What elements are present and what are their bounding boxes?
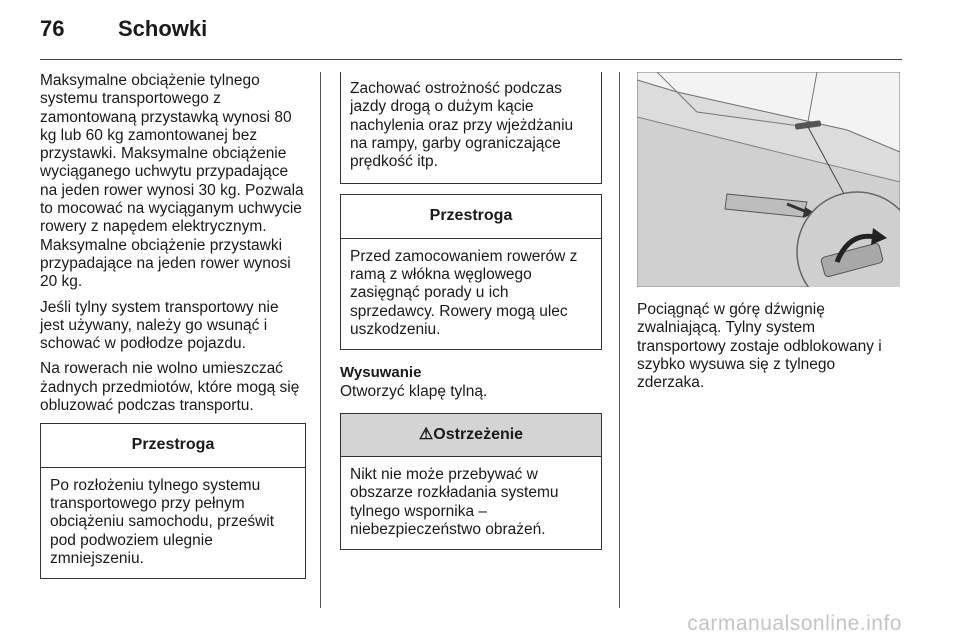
warning-text: Nikt nie może przebywać w obszarze rozkładania systemu tylnego wspornika – niebezpieczeństwo obrażeń.: [350, 466, 559, 539]
caution-title: Przestroga: [41, 424, 305, 467]
caution-box-ground-clearance: [40, 423, 306, 579]
caution-box-continued: [340, 72, 602, 184]
warning-box: [340, 413, 602, 550]
column-left: [40, 72, 306, 593]
caution-title: Przestroga: [341, 195, 601, 238]
section-heading: Wysuwanie: [340, 364, 422, 382]
caution-text: Przed zamocowaniem rowerów z ramą z włókna węglowego zasięgnąć porady u ich sprzedawcy. Rowery mogą ulec uszkodzeniu.: [350, 247, 578, 338]
warning-header: [341, 414, 601, 457]
page-number: 76: [40, 16, 65, 41]
column-right: [637, 72, 903, 399]
figure-caption: Pociągnąć w górę dźwignię zwalniającą. Tylny system transportowy zostaje odblokowany i szybko wysuwa się z tylnego zderzaka.: [637, 301, 882, 392]
paragraph-loose-items: Na rowerach nie wolno umieszczać żadnych przedmiotów, które mogą się obluzować podczas transportu.: [40, 360, 300, 415]
page-title: Schowki: [118, 16, 208, 41]
car-rear-bumper-lever-illustration-icon: [637, 72, 900, 287]
warning-title: Ostrzeżenie: [433, 425, 524, 443]
caution-text: Po rozłożeniu tylnego systemu transportowego przy pełnym obciążeniu samochodu, prześwit pod podwoziem ulegnie zmniejszeniu.: [50, 476, 275, 567]
paragraph-stow: Jeśli tylny system transportowy nie jest używany, należy go wsunąć i schować w podłodze pojazdu.: [40, 298, 279, 353]
header-divider: [40, 59, 902, 60]
column-divider: [619, 72, 620, 608]
paragraph-max-load: Maksymalne obciążenie tylnego systemu transportowego z zamontowaną przystawką wynosi 80 kg lub 60 kg zamontowanej bez przystawki. Maksymalne obciążenie wyciąganego uchwytu przypadające na jeden rower wynosi 30 kg. Pozwala to mocować na wyciąganym uchwycie rowery z napędem elektrycznym. Maksymalne obciążenie przystawki przypadające na jeden rower wynosi 20 kg.: [40, 72, 304, 291]
column-divider: [320, 72, 321, 608]
caution-continued-text: Zachować ostrożność podczas jazdy drogą o dużym kącie nachylenia oraz przy wjeżdżaniu na rampy, garby ograniczające prędkość itp.: [350, 80, 574, 171]
watermark-text: carmanualsonline.info: [687, 612, 902, 635]
caution-box-carbon-frame: [340, 194, 602, 350]
warning-triangle-icon: ⚠: [418, 425, 434, 443]
column-middle: [340, 72, 602, 564]
page-header: [40, 16, 902, 60]
instruction-open-tailgate: Otworzyć klapę tylną.: [340, 382, 488, 400]
